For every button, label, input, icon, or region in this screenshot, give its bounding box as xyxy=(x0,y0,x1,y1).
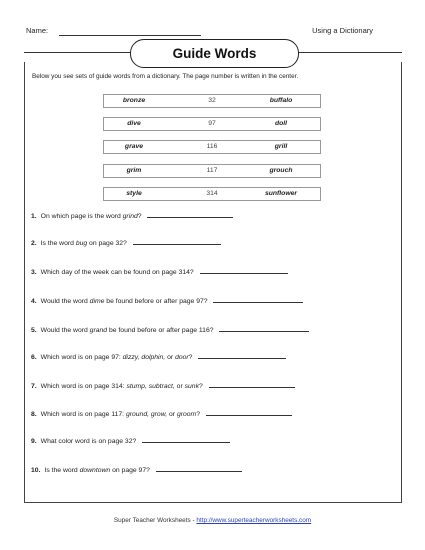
intro-text: Below you see sets of guide words from a dictionary. The page number is written in the center. xyxy=(32,73,299,80)
answer-line[interactable] xyxy=(206,409,292,416)
question-number: 5. xyxy=(31,327,37,334)
guide-row xyxy=(103,94,321,108)
guide-row xyxy=(103,187,321,201)
footer-separator: - xyxy=(190,517,197,524)
guide-word-last: grouch xyxy=(269,167,293,174)
answer-line[interactable] xyxy=(156,465,242,472)
question-10: 10. Is the word downtown on page 97? xyxy=(31,465,242,474)
guide-page-number: 97 xyxy=(208,120,216,127)
guide-page-number: 116 xyxy=(206,143,218,150)
answer-line[interactable] xyxy=(209,381,295,388)
guide-row xyxy=(103,164,321,178)
question-number: 3. xyxy=(31,269,37,276)
question-number: 9. xyxy=(31,438,37,445)
question-4: 4. Would the word dime be found before or after page 97? xyxy=(31,296,303,305)
guide-page-number: 314 xyxy=(206,190,218,197)
question-number: 8. xyxy=(31,411,37,418)
question-number: 7. xyxy=(31,383,37,390)
guide-word-first: style xyxy=(126,190,142,197)
guide-word-last: doll xyxy=(274,120,288,127)
answer-line[interactable] xyxy=(200,267,288,274)
answer-line[interactable] xyxy=(133,238,221,245)
question-2: 2. Is the word bug on page 32? xyxy=(31,238,221,247)
question-3: 3. Which day of the week can be found on page 314? xyxy=(31,267,288,276)
guide-page-number: 117 xyxy=(206,167,218,174)
guide-word-last: grill xyxy=(274,143,288,150)
guide-word-first: bronze xyxy=(122,97,146,104)
guide-word-last: sunflower xyxy=(264,190,298,197)
guide-row xyxy=(103,140,321,154)
guide-word-first: dive xyxy=(127,120,141,127)
question-1: 1. On which page is the word grind? xyxy=(31,211,233,220)
question-9: 9. What color word is on page 32? xyxy=(31,436,230,445)
answer-line[interactable] xyxy=(219,325,309,332)
question-number: 10. xyxy=(31,467,41,474)
topic-label: Using a Dictionary xyxy=(312,26,373,35)
guide-page-number: 32 xyxy=(208,97,216,104)
footer xyxy=(0,517,425,524)
answer-line[interactable] xyxy=(213,296,303,303)
page-title: Guide Words xyxy=(130,39,299,68)
name-blank-line[interactable] xyxy=(59,35,201,36)
question-7: 7. Which word is on page 314: stump, subtract, or sunk? xyxy=(31,381,295,390)
answer-line[interactable] xyxy=(198,352,286,359)
guide-word-first: grave xyxy=(124,143,144,150)
question-number: 4. xyxy=(31,298,37,305)
question-8: 8. Which word is on page 117: ground, grow, or groom? xyxy=(31,409,292,418)
question-5: 5. Would the word grand be found before or after page 116? xyxy=(31,325,309,334)
answer-line[interactable] xyxy=(142,436,230,443)
question-number: 2. xyxy=(31,240,37,247)
question-number: 6. xyxy=(31,354,37,361)
guide-row xyxy=(103,117,321,131)
footer-link[interactable]: http://www.superteacherworksheets.com xyxy=(196,517,312,524)
answer-line[interactable] xyxy=(147,211,233,218)
question-6: 6. Which word is on page 97: dizzy, dolphin, or door? xyxy=(31,352,286,361)
question-number: 1. xyxy=(31,213,37,220)
guide-word-last: buffalo xyxy=(269,97,293,104)
name-label: Name: xyxy=(26,26,49,35)
guide-word-first: grim xyxy=(126,167,142,174)
footer-site-name: Super Teacher Worksheets xyxy=(113,517,191,524)
